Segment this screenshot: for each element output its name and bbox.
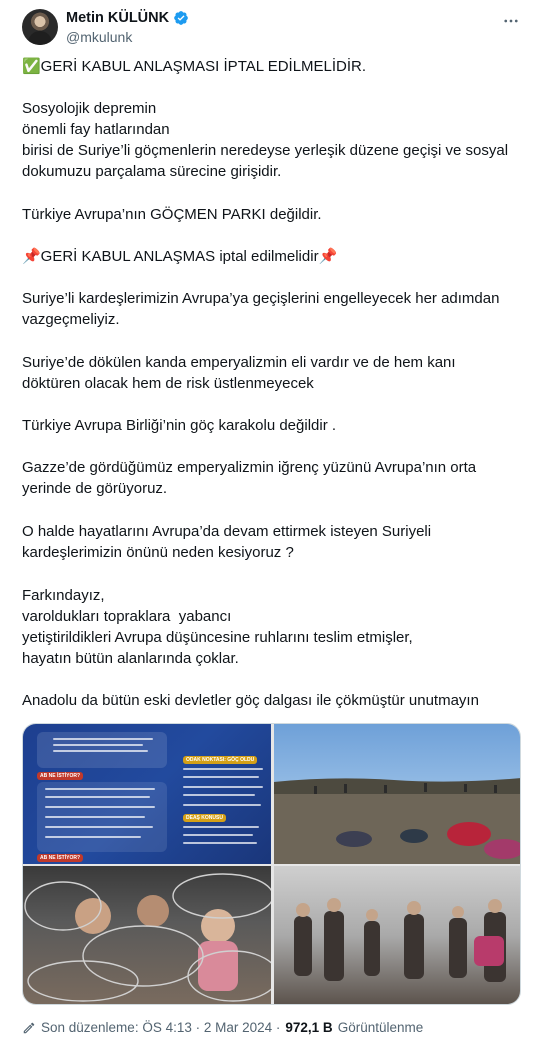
tweet-line: vazgeçmeliyiz. — [22, 311, 120, 328]
media-grid — [22, 723, 521, 1005]
migrants-field-photo[interactable] — [274, 724, 521, 864]
tweet-line: Anadolu da bütün eski devletler göç dalgası ile çökmüştür unutmayın — [22, 692, 479, 709]
edited-timestamp[interactable]: Son düzenleme: ÖS 4:13 · 2 Mar 2024 · — [41, 1020, 281, 1035]
tweet-line: Türkiye Avrupa’nın GÖÇMEN PARKI değildir. — [22, 206, 322, 223]
tweet-line: hayatın bütün alanlarında çoklar. — [22, 650, 239, 667]
field-scene-icon — [274, 724, 521, 864]
more-options-icon[interactable] — [502, 12, 520, 30]
author-display-name[interactable]: Metin KÜLÜNK — [66, 10, 170, 26]
tweet-line: varoldukları topraklara yabancı — [22, 608, 232, 625]
refugees-crowd-photo[interactable] — [274, 866, 521, 1005]
tweet-line: 📌GERİ KABUL ANLAŞMAS iptal edilmelidir📌 — [22, 248, 338, 265]
tweet-footer — [22, 1020, 423, 1035]
author-name-row — [66, 10, 189, 26]
tweet-line: Suriye’de dökülen kanda emperyalizmin eli vardır ve de hem kanı — [22, 354, 456, 371]
infographic-label: ODAK NOKTASI: GÖÇ OLDU — [183, 756, 257, 764]
tweet-line: Suriye’li kardeşlerimizin Avrupa’ya geçişlerini engelleyecek her adımdan — [22, 290, 500, 307]
infographic-image[interactable] — [23, 724, 271, 864]
infographic-label: AB NE İSTİYOR? — [37, 772, 83, 780]
avatar[interactable] — [22, 9, 58, 45]
tweet-line: kardeşlerimizin önünü neden kesiyoruz ? — [22, 544, 294, 561]
tweet-line: Farkındayız, — [22, 587, 105, 604]
pencil-edit-icon — [22, 1021, 36, 1035]
tweet-line: önemli fay hatlarından — [22, 121, 170, 138]
tweet-line: Sosyolojik depremin — [22, 100, 157, 117]
tweet-line: ✅GERİ KABUL ANLAŞMASI İPTAL EDİLMELİDİR. — [22, 58, 367, 75]
tweet-line: birisi de Suriye’li göçmenlerin neredeyse yerleşik düzene geçişi ve sosyal — [22, 142, 509, 159]
barbed-wire-scene-icon — [23, 866, 271, 1005]
tweet-line: yetiştirildikleri Avrupa düşüncesine ruhlarını teslim etmişler, — [22, 629, 413, 646]
tweet-line: Türkiye Avrupa Birliği’nin göç karakolu değildir . — [22, 417, 337, 434]
infographic-label: DEAŞ KONUSU — [183, 814, 226, 822]
tweet-line: Gazze’de gördüğümüz emperyalizmin iğrenç yüzünü Avrupa’nın orta — [22, 459, 477, 476]
tweet-header — [22, 6, 522, 50]
infographic-label: AB NE İSTİYOR? — [37, 854, 83, 862]
crowd-scene-icon — [274, 866, 521, 1005]
verified-badge-icon — [173, 10, 189, 26]
barbed-wire-photo[interactable] — [23, 866, 271, 1005]
views-label: Görüntülenme — [337, 1020, 424, 1035]
tweet-line: O halde hayatlarını Avrupa’da devam ettirmek isteyen Suriyeli — [22, 523, 432, 540]
tweet-line: yerinde de görüyoruz. — [22, 480, 168, 497]
views-count: 972,1 B — [285, 1020, 333, 1035]
author-handle[interactable]: @mkulunk — [66, 29, 133, 45]
tweet-line: dokumuzu parçalama sürecine girişidir. — [22, 163, 282, 180]
tweet-line: döktüren olacak hem de risk üstlenmeyecek — [22, 375, 314, 392]
